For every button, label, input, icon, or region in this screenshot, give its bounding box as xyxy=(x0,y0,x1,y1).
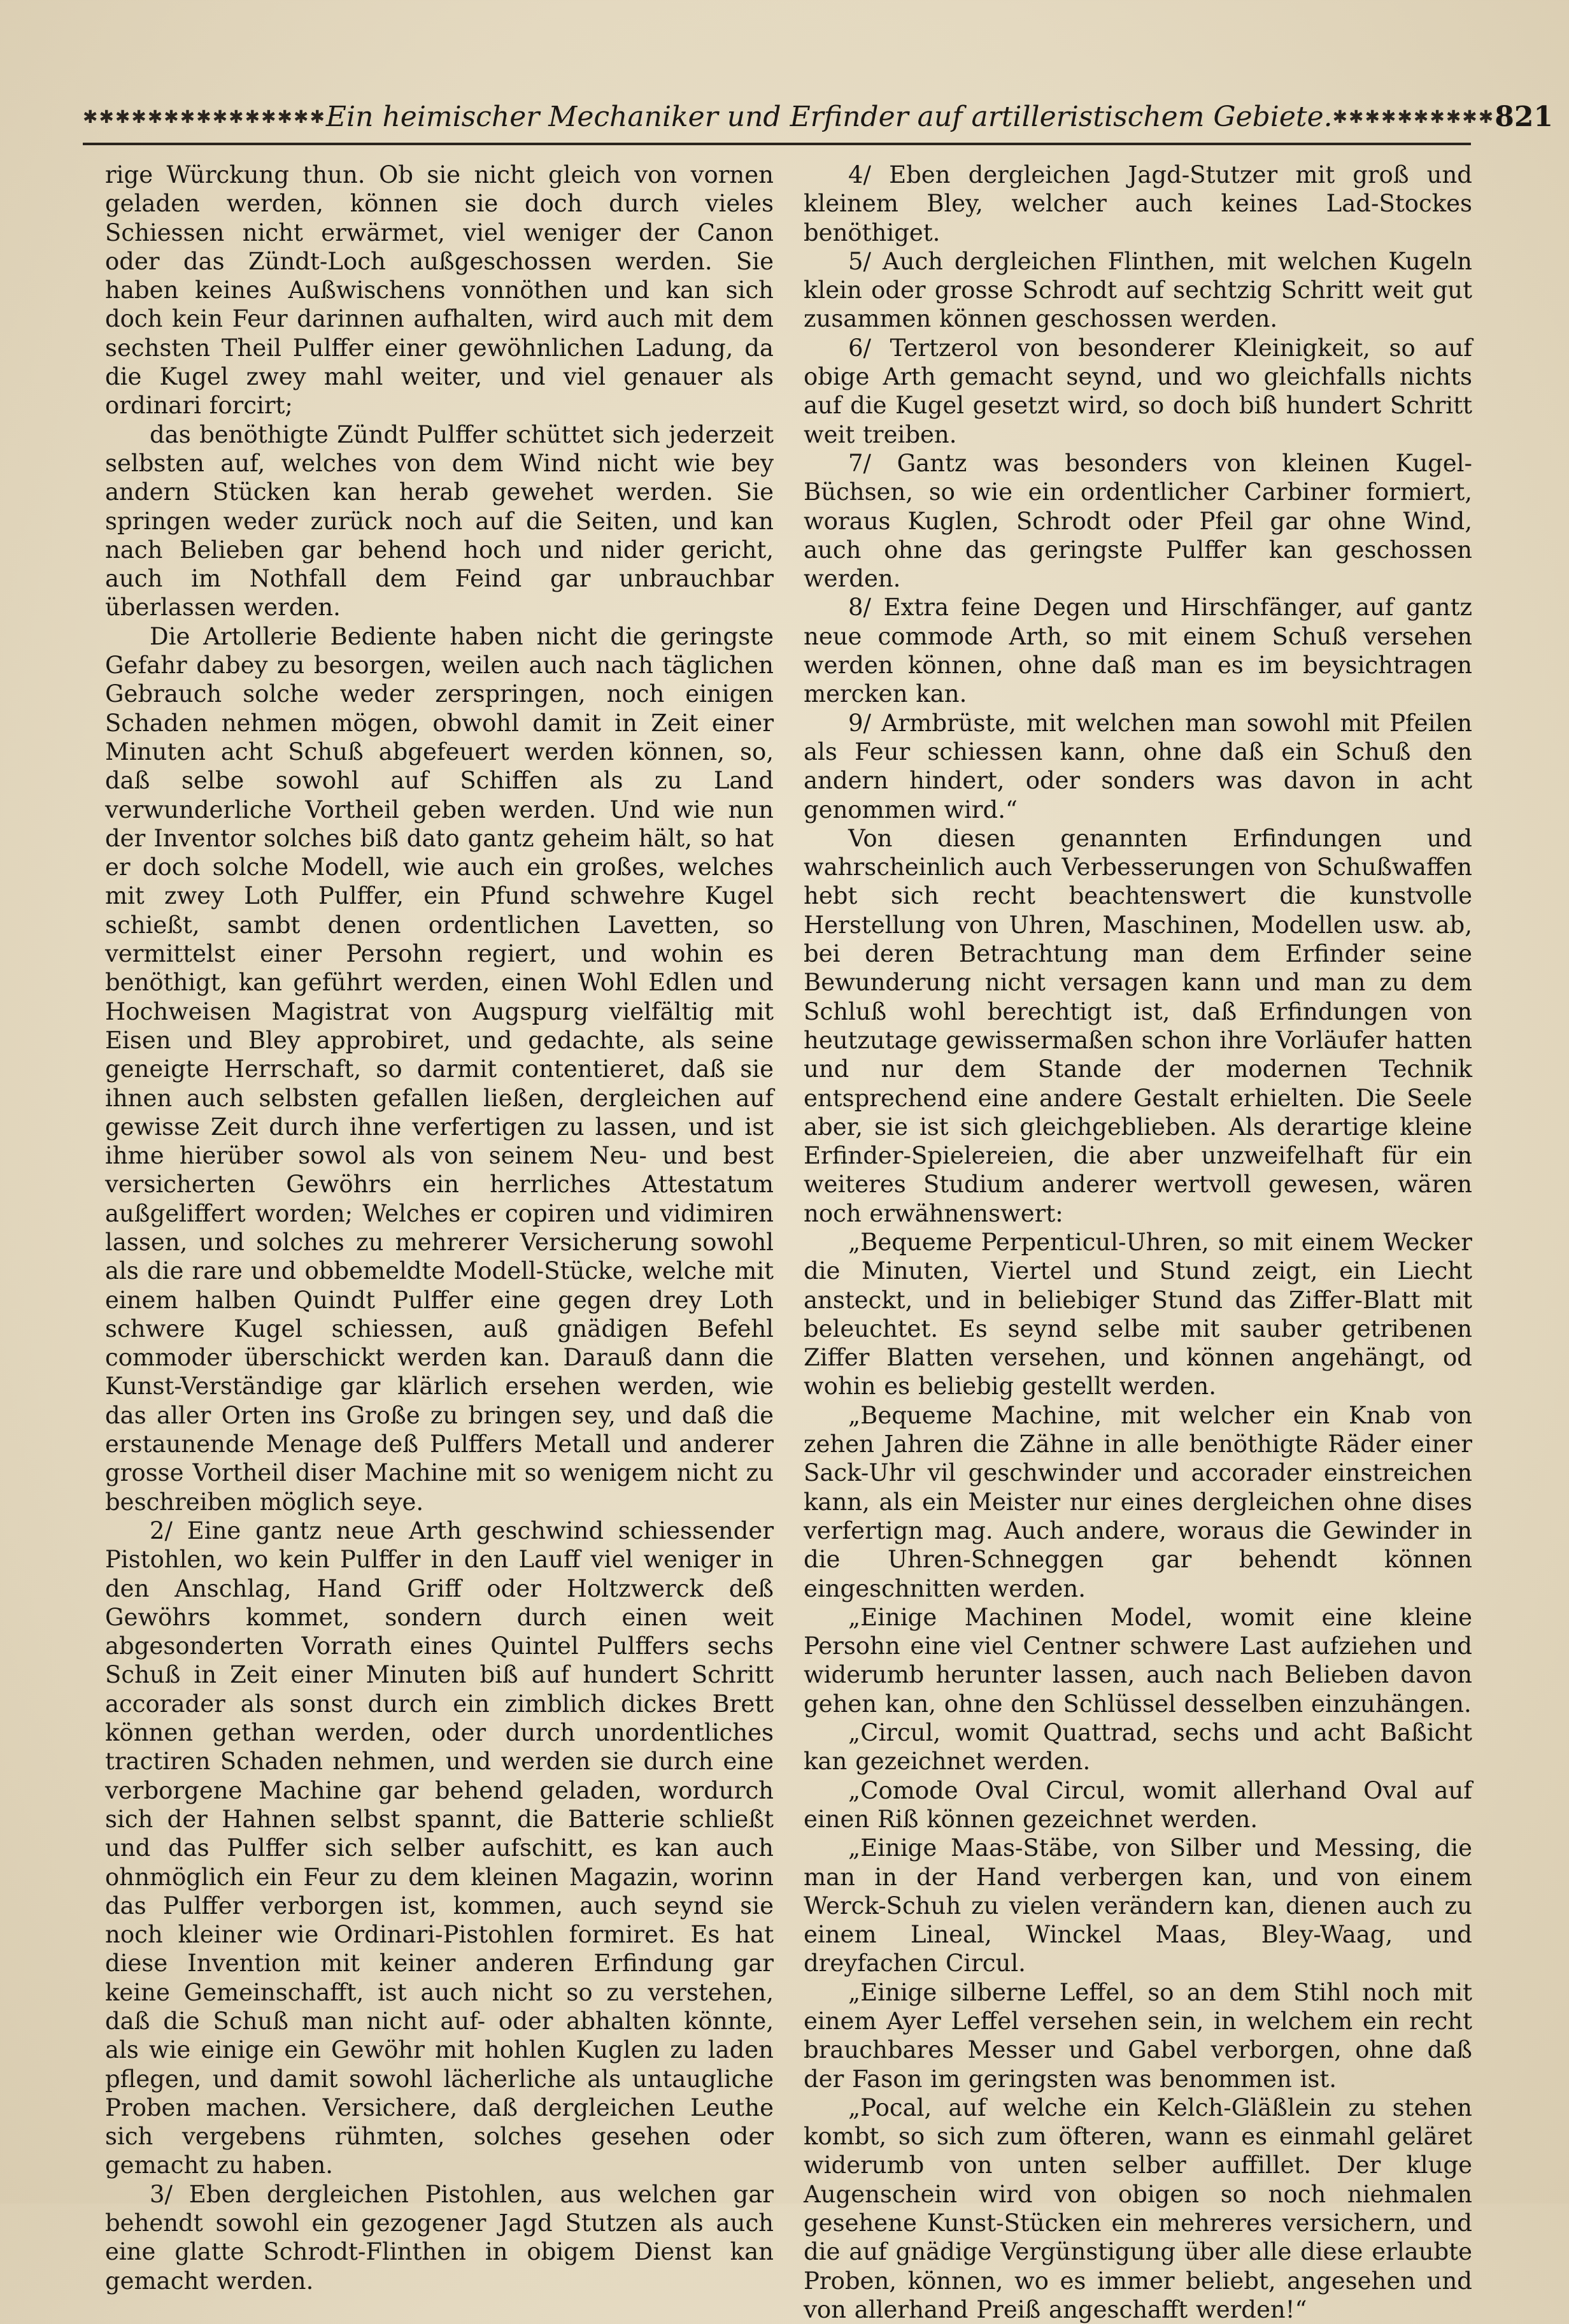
paragraph: „Bequeme Perpenticul-Uhren, so mit einem Wecker die Minuten, Viertel und Stund zeigt, ein Liecht ansteckt, und in beliebiger Stund das Ziffer-Blatt mit beleuchtet. Es seynd selbe mit sauber getribenen Ziffer Blatten versehen, und können angehängt, od wohin es beliebig gestellt werden. xyxy=(804,1228,1472,1401)
paragraph: rige Würckung thun. Ob sie nicht gleich von vornen geladen werden, können sie doch durch vieles Schiessen nicht erwärmet, viel weniger der Canon oder das Zündt-Loch außgeschossen werden. Sie haben keines Außwischens vonnöthen und kan sich doch kein Feur darinnen aufhalten, wird auch mit dem sechsten Theil Pulffer einer gewöhnlichen Ladung, da die Kugel zwey mahl weiter, und viel genauer als ordinari forcirt; xyxy=(105,161,774,420)
paragraph: „Einige Maas-Stäbe, von Silber und Messing, die man in der Hand verbergen kan, und von einem Werck-Schuh zu vielen verändern kan, dienen auch zu einem Lineal, Winckel Maas, Bley-Waag, und dreyfachen Circul. xyxy=(804,1834,1472,1978)
right-column xyxy=(804,160,1472,2323)
paragraph: das benöthigte Zündt Pulffer schüttet sich jederzeit selbsten auf, welches von dem Wind nicht wie bey andern Stücken kan herab gewehet werden. Sie springen weder zurück noch auf die Seiten, und kan nach Belieben gar behend hoch und nider gericht, auch im Nothfall dem Feind gar unbrauchbar überlassen werden. xyxy=(105,420,774,622)
header-ornament-right: ✱✱✱✱✱✱✱✱✱✱ xyxy=(1332,106,1495,127)
paragraph: „Bequeme Machine, mit welcher ein Knab von zehen Jahren die Zähne in alle benöthigte Räder einer Sack-Uhr vil geschwinder und accorader einstreichen kann, als ein Meister nur eines dergleichen ohne dises verfertign mag. Auch andere, woraus die Gewinder in die Uhren-Schneggen gar behendt können eingeschnitten werden. xyxy=(804,1401,1472,1602)
paragraph: 7/ Gantz was besonders von kleinen Kugel-Büchsen, so wie ein ordentlicher Carbiner formiert, woraus Kuglen, Schrodt oder Pfeil gar ohne Wind, auch ohne das geringste Pulffer kan geschossen werden. xyxy=(804,449,1472,593)
running-header xyxy=(83,94,1554,145)
paragraph: „Einige silberne Leffel, so an dem Stihl noch mit einem Ayer Leffel versehen sein, in welchem ein recht brauchbares Messer und Gabel verborgen, ohne daß der Fason im geringsten was benommen ist. xyxy=(804,1978,1472,2093)
paragraph: 5/ Auch dergleichen Flinthen, mit welchen Kugeln klein oder grosse Schrodt auf sechtzig Schritt weit gut zusammen können geschossen werden. xyxy=(804,247,1472,333)
paragraph: 3/ Eben dergleichen Pistohlen, aus welchen gar behendt sowohl ein gezogener Jagd Stutzen als auch eine glatte Schrodt-Flinthen in obigem Dienst kan gemacht werden. xyxy=(105,2180,774,2295)
paragraph: „Circul, womit Quattrad, sechs und acht Baßicht kan gezeichnet werden. xyxy=(804,1719,1472,1776)
paragraph: 9/ Armbrüste, mit welchen man sowohl mit Pfeilen als Feur schiessen kann, ohne daß ein Schuß den andern hindert, oder sonders was davon in acht genommen wird.“ xyxy=(804,709,1472,823)
paragraph: 6/ Tertzerol von besonderer Kleinigkeit, so auf obige Arth gemacht seynd, und wo gleichfalls nichts auf die Kugel gesetzt wird, so doch biß hundert Schritt weit treiben. xyxy=(804,334,1472,448)
paragraph: Die Artollerie Bediente haben nicht die geringste Gefahr dabey zu besorgen, weilen auch nach täglichen Gebrauch solche weder zerspringen, noch einigen Schaden nehmen mögen, obwohl damit in Zeit einer Minuten acht Schuß abgefeuert werden können, so, daß selbe sowohl auf Schiffen als zu Land verwunderliche Vortheil geben werden. Und wie nun der Inventor solches biß dato gantz geheim hält, so hat er doch solche Modell, wie auch ein großes, welches mit zwey Loth Pulffer, ein Pfund schwehre Kugel schießt, sambt denen ordentlichen Lavetten, so vermittelst einer Persohn regiert, und wohin es benöthigt, kan geführt werden, einen Wohl Edlen und Hochweisen Magistrat von Augspurg vielfältig mit Eisen und Bley approbiret, und gedachte, als seine geneigte Herrschaft, so darmit contentieret, daß sie ihnen auch selbsten gefallen ließen, dergleichen auf gewisse Zeit durch ihne verfertigen zu lassen, und ist ihme hierüber sowol als von seinem Neu- und best versicherten Gewöhrs ein herrliches Attestatum außgeliffert worden; Welches er copiren und vidimiren lassen, und solches zu mehrerer Versicherung sowohl als die rare und obbemeldte Modell-Stücke, welche mit einem halben Quindt Pulffer eine gegen drey Loth schwere Kugel schiessen, auß gnädigen Befehl commoder überschickt werden kan. Darauß dann die Kunst-Verständige gar klärlich ersehen werden, wie das aller Orten ins Große zu bringen sey, und daß die erstaunende Menage deß Pulffers Metall und anderer grosse Vortheil diser Machine mit so wenigem nicht zu beschreiben möglich seye. xyxy=(105,622,774,1516)
paragraph: 8/ Extra feine Degen und Hirschfänger, auf gantz neue commode Arth, so mit einem Schuß versehen werden können, ohne daß man es im beysichtragen mercken kan. xyxy=(804,594,1472,708)
header-title: Ein heimischer Mechaniker und Erfinder auf artilleristischem Gebiete. xyxy=(325,100,1333,133)
paragraph: 2/ Eine gantz neue Arth geschwind schiessender Pistohlen, wo kein Pulffer in den Lauff viel weniger in den Anschlag, Hand Griff oder Holtzwerck deß Gewöhrs kommet, sondern durch einen weit abgesonderten Vorrath eines Quintel Pulffers sechs Schuß in Zeit einer Minuten biß auf hundert Schritt accorader als sonst durch ein zimblich dickes Brett können gethan werden, oder durch unordentliches tractiren Schaden nehmen, und werden sie durch eine verborgene Machine gar behend geladen, wordurch sich der Hahnen selbst spannt, die Batterie schließt und das Pulffer sich selber aufschitt, es kan auch ohnmöglich ein Feur zu dem kleinen Magazin, worinn das Pulffer verborgen ist, kommen, auch seynd sie noch kleiner wie Ordinari-Pistohlen formiret. Es hat diese Invention mit keiner anderen Erfindung gar keine Gemeinschafft, ist auch nicht so zu verstehen, daß die Schuß man nicht auf- oder abhalten könnte, als wie einige ein Gewöhr mit hohlen Kuglen zu laden pflegen, und damit sowohl lächerliche als untaugliche Proben machen. Versichere, daß dergleichen Leuthe sich vergebens rühmten, solches gesehen oder gemacht zu haben. xyxy=(105,1516,774,2179)
paragraph: „Comode Oval Circul, womit allerhand Oval auf einen Riß können gezeichnet werden. xyxy=(804,1776,1472,1833)
header-ornament-left: ✱✱✱✱✱✱✱✱✱✱✱✱✱✱✱ xyxy=(83,106,326,127)
paragraph: „Pocal, auf welche ein Kelch-Gläßlein zu stehen kombt, so sich zum öfteren, wann es einmahl geläret widerumb von unten selber auffillet. Der kluge Augenschein wird von obigen so noch niehmalen gesehene Kunst-Stücken ein mehreres versichern, und die auf gnädige Vergünstigung über alle diese erlaubte Proben, können, wo es immer beliebt, angesehen und von allerhand Preiß angeschafft werden!“ xyxy=(804,2093,1472,2323)
paragraph: Von diesen genannten Erfindungen und wahrscheinlich auch Verbesserungen von Schußwaffen hebt sich recht beachtenswert die kunstvolle Herstellung von Uhren, Maschinen, Modellen usw. ab, bei deren Betrachtung man dem Erfinder seine Bewunderung nicht versagen kann und man zu dem Schluß wohl berechtigt ist, daß Erfindungen von heutzutage gewissermaßen schon ihre Vorläufer hatten und nur dem Stande der modernen Technik entsprechend eine andere Gestalt erhielten. Die Seele aber, sie ist sich gleichgeblieben. Als derartige kleine Erfinder-Spielereien, die aber unzweifelhaft für ein weiteres Studium anderer wertvoll gewesen, wären noch erwähnenswert: xyxy=(804,824,1472,1227)
paragraph: 4/ Eben dergleichen Jagd-Stutzer mit groß und kleinem Bley, welcher auch keines Lad-Stockes benöthiget. xyxy=(804,161,1472,246)
page-number: 821 xyxy=(1494,100,1554,133)
left-column xyxy=(105,160,774,2295)
paragraph: „Einige Machinen Model, womit eine kleine Persohn eine viel Centner schwere Last aufziehen und widerumb herunter lassen, auch nach Belieben davon gehen kan, ohne den Schlüssel desselben einzuhängen. xyxy=(804,1603,1472,1718)
